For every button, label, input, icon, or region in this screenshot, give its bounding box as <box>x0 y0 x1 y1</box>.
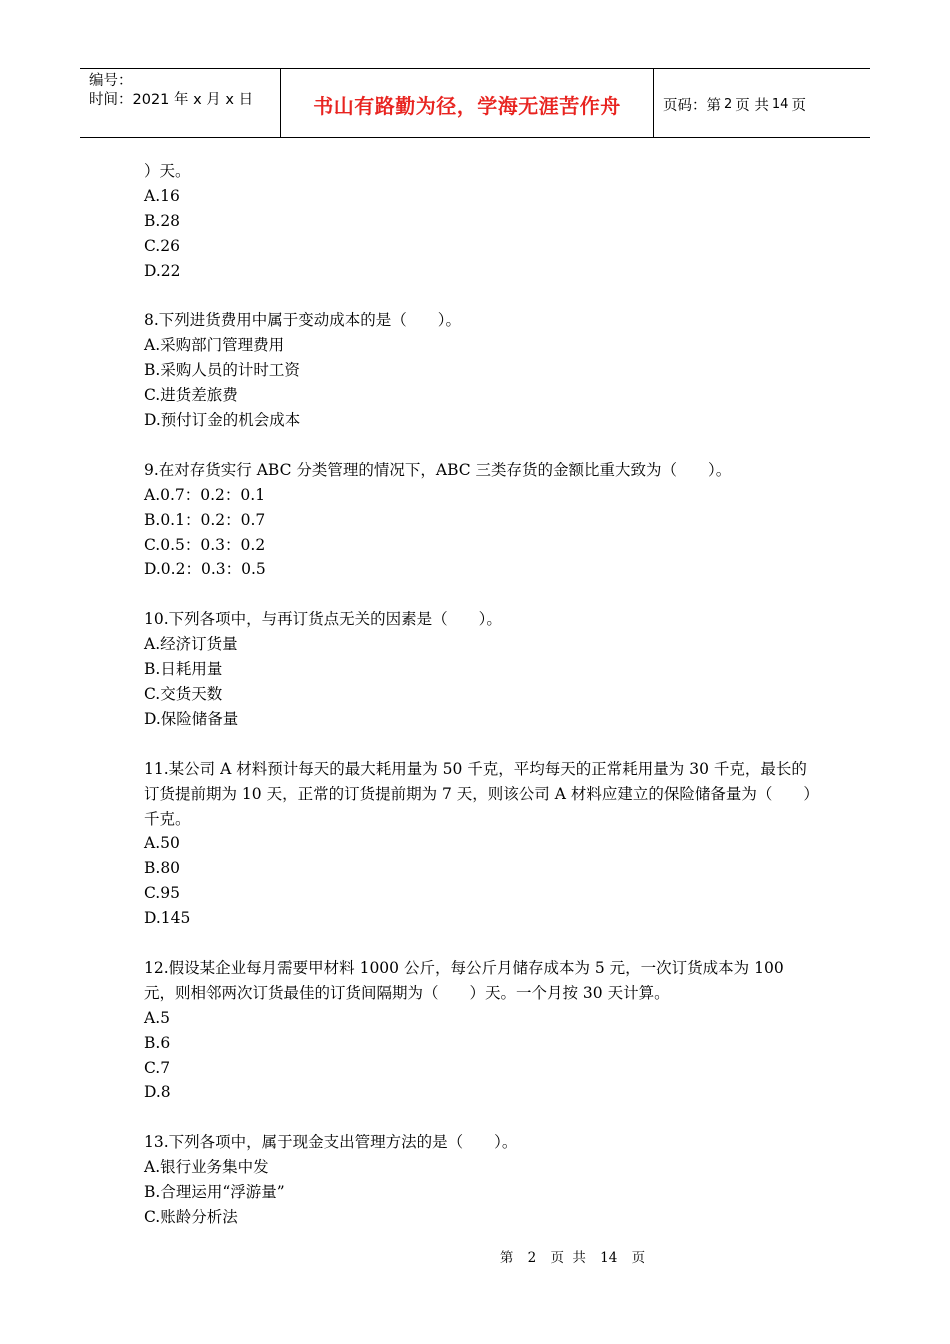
question-10-option-d: D.保险储备量 <box>144 709 239 728</box>
question-13-text: 13.下列各项中，属于现金支出管理方法的是（ ）。 <box>144 1133 518 1152</box>
header-page-total: 14 <box>771 96 789 112</box>
question-11-option-c: C.95 <box>144 884 180 903</box>
page-header <box>80 68 870 138</box>
header-page-mid: 页 共 <box>735 97 769 114</box>
question-10-option-c: C.交货天数 <box>144 684 223 703</box>
question-10-text: 10.下列各项中，与再订货点无关的因素是（ ）。 <box>144 610 502 629</box>
question-7-option-d: D.22 <box>144 261 181 280</box>
question-7-option-c: C.26 <box>144 236 180 255</box>
question-9-option-c: C.0.5：0.3：0.2 <box>144 535 266 554</box>
question-7-option-a: A.16 <box>144 186 180 205</box>
question-11-option-a: A.50 <box>144 834 180 853</box>
question-13-option-a: A.银行业务集中发 <box>144 1158 269 1177</box>
question-9-option-d: D.0.2：0.3：0.5 <box>144 560 266 579</box>
question-8-option-d: D.预付订金的机会成本 <box>144 411 301 430</box>
question-12-option-b: B.6 <box>144 1033 171 1052</box>
question-11-option-b: B.80 <box>144 859 181 878</box>
question-12-text: 12.假设某企业每月需要甲材料 1000 公斤，每公斤月储存成本为 5 元，一次订货成本为 100 元，则相邻两次订货最佳的订货间隔期为（ ）天。一个月按 30 天计算。 <box>144 958 784 1002</box>
footer-prefix: 第 <box>499 1250 514 1266</box>
question-12-option-a: A.5 <box>144 1008 170 1027</box>
footer-page-total: 14 <box>600 1250 618 1266</box>
question-12-option-d: D.8 <box>144 1083 171 1102</box>
document-body <box>144 159 814 1230</box>
question-10-option-a: A.经济订货量 <box>144 635 238 654</box>
question-13-option-b: B.合理运用“浮游量” <box>144 1183 285 1202</box>
header-page-current: 2 <box>724 96 733 112</box>
header-motto: 书山有路勤为径，学海无涯苦作舟 <box>281 69 654 137</box>
footer-page-current: 2 <box>527 1250 537 1266</box>
header-meta <box>80 69 281 137</box>
question-11-option-d: D.145 <box>144 909 191 928</box>
header-code-label: 编号： <box>89 73 133 89</box>
page-footer <box>0 1246 950 1266</box>
question-11-text: 11.某公司 A 材料预计每天的最大耗用量为 50 千克，平均每天的正常耗用量为 30 千克，最长的订货提前期为 10 天，正常的订货提前期为 7 天，则该公司 A 材料应建立的保险储备量为（ ）千克。 <box>144 759 812 828</box>
question-8-option-c: C.进货差旅费 <box>144 386 238 405</box>
header-date: 时间：2021 年 x 月 x 日 <box>89 92 254 108</box>
question-10-option-b: B.日耗用量 <box>144 660 223 679</box>
question-9-text: 9.在对存货实行 ABC 分类管理的情况下，ABC 三类存货的金额比重大致为（ ）。 <box>144 460 732 479</box>
question-7-tail: ）天。 <box>144 162 191 180</box>
question-8-text: 8.下列进货费用中属于变动成本的是（ ）。 <box>144 311 462 330</box>
question-12-option-c: C.7 <box>144 1058 171 1077</box>
question-7-option-b: B.28 <box>144 211 181 230</box>
header-page-suffix: 页 <box>791 97 806 114</box>
footer-mid: 页 共 <box>550 1250 586 1266</box>
question-13-option-c: C.账龄分析法 <box>144 1207 238 1226</box>
header-page-prefix: 页码：第 <box>663 97 721 114</box>
footer-suffix: 页 <box>631 1250 646 1266</box>
header-page-indicator <box>654 69 870 137</box>
question-9-option-a: A.0.7：0.2：0.1 <box>144 485 266 504</box>
question-8-option-b: B.采购人员的计时工资 <box>144 361 300 380</box>
question-9-option-b: B.0.1：0.2：0.7 <box>144 510 266 529</box>
question-8-option-a: A.采购部门管理费用 <box>144 336 285 355</box>
